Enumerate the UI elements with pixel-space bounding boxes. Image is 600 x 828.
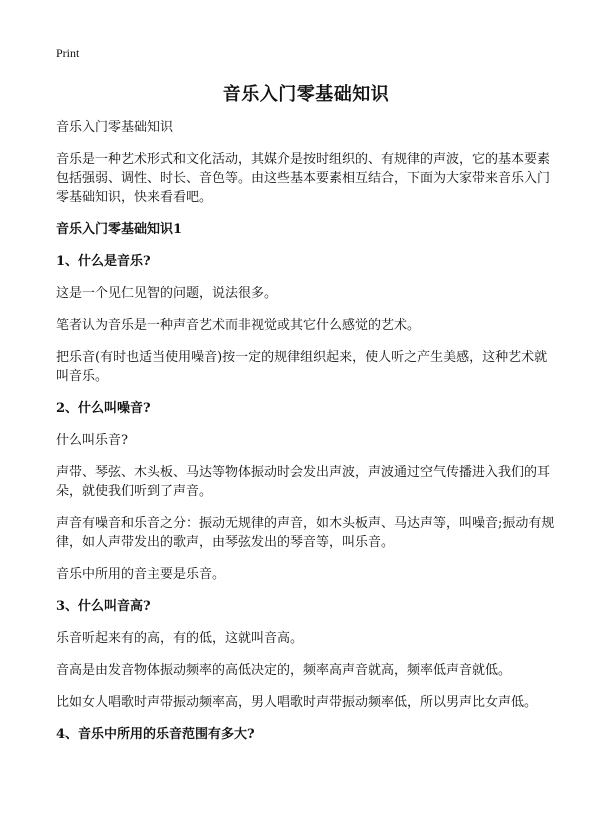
question-2-heading: 2、什么叫噪音?: [56, 401, 151, 416]
question-3-paragraph-1: 乐音听起来有的高，有的低，这就叫音高。: [56, 631, 304, 646]
section-heading: 音乐入门零基础知识1: [56, 222, 183, 237]
question-3-heading: 3、什么叫音高?: [56, 599, 151, 614]
question-1-paragraph-3: 把乐音(有时也适当使用噪音)按一定的规律组织起来，使人听之产生美感，这种艺术就叫音乐。: [56, 350, 548, 384]
question-1-paragraph-2: 笔者认为音乐是一种声音艺术而非视觉或其它什么感觉的艺术。: [56, 318, 421, 333]
question-2-paragraph-3: 声音有噪音和乐音之分：振动无规律的声音，如木头板声、马达声等，叫噪音;振动有规律，如人声带发出的歌声，由琴弦发出的琴音等，叫乐音。: [56, 516, 555, 550]
question-1-paragraph-1: 这是一个见仁见智的问题，说法很多。: [56, 286, 278, 301]
intro-paragraph: 音乐是一种艺术形式和文化活动，其媒介是按时组织的、有规律的声波，它的基本要素包括强弱、调性、时长、音色等。由这些基本要素相互结合，下面为大家带来音乐入门零基础知识，快来看看吧。: [56, 152, 551, 205]
question-4-heading: 4、音乐中所用的乐音范围有多大?: [56, 727, 255, 742]
article-body: [56, 118, 556, 757]
print-link[interactable]: Print: [56, 46, 80, 60]
intro-title: 音乐入门零基础知识: [56, 120, 174, 135]
question-3-paragraph-2: 音高是由发音物体振动频率的高低决定的，频率高声音就高，频率低声音就低。: [56, 663, 512, 678]
page-title: 音乐入门零基础知识: [222, 84, 390, 105]
question-2-paragraph-4: 音乐中所用的音主要是乐音。: [56, 567, 226, 582]
question-2-paragraph-2: 声带、琴弦、木头板、马达等物体振动时会发出声波，声波通过空气传播进入我们的耳朵，就使我们听到了声音。: [56, 465, 551, 499]
question-3-paragraph-3: 比如女人唱歌时声带振动频率高，男人唱歌时声带振动频率低，所以男声比女声低。: [56, 695, 538, 710]
question-1-heading: 1、什么是音乐?: [56, 254, 151, 269]
question-2-paragraph-1: 什么叫乐音?: [56, 433, 128, 448]
